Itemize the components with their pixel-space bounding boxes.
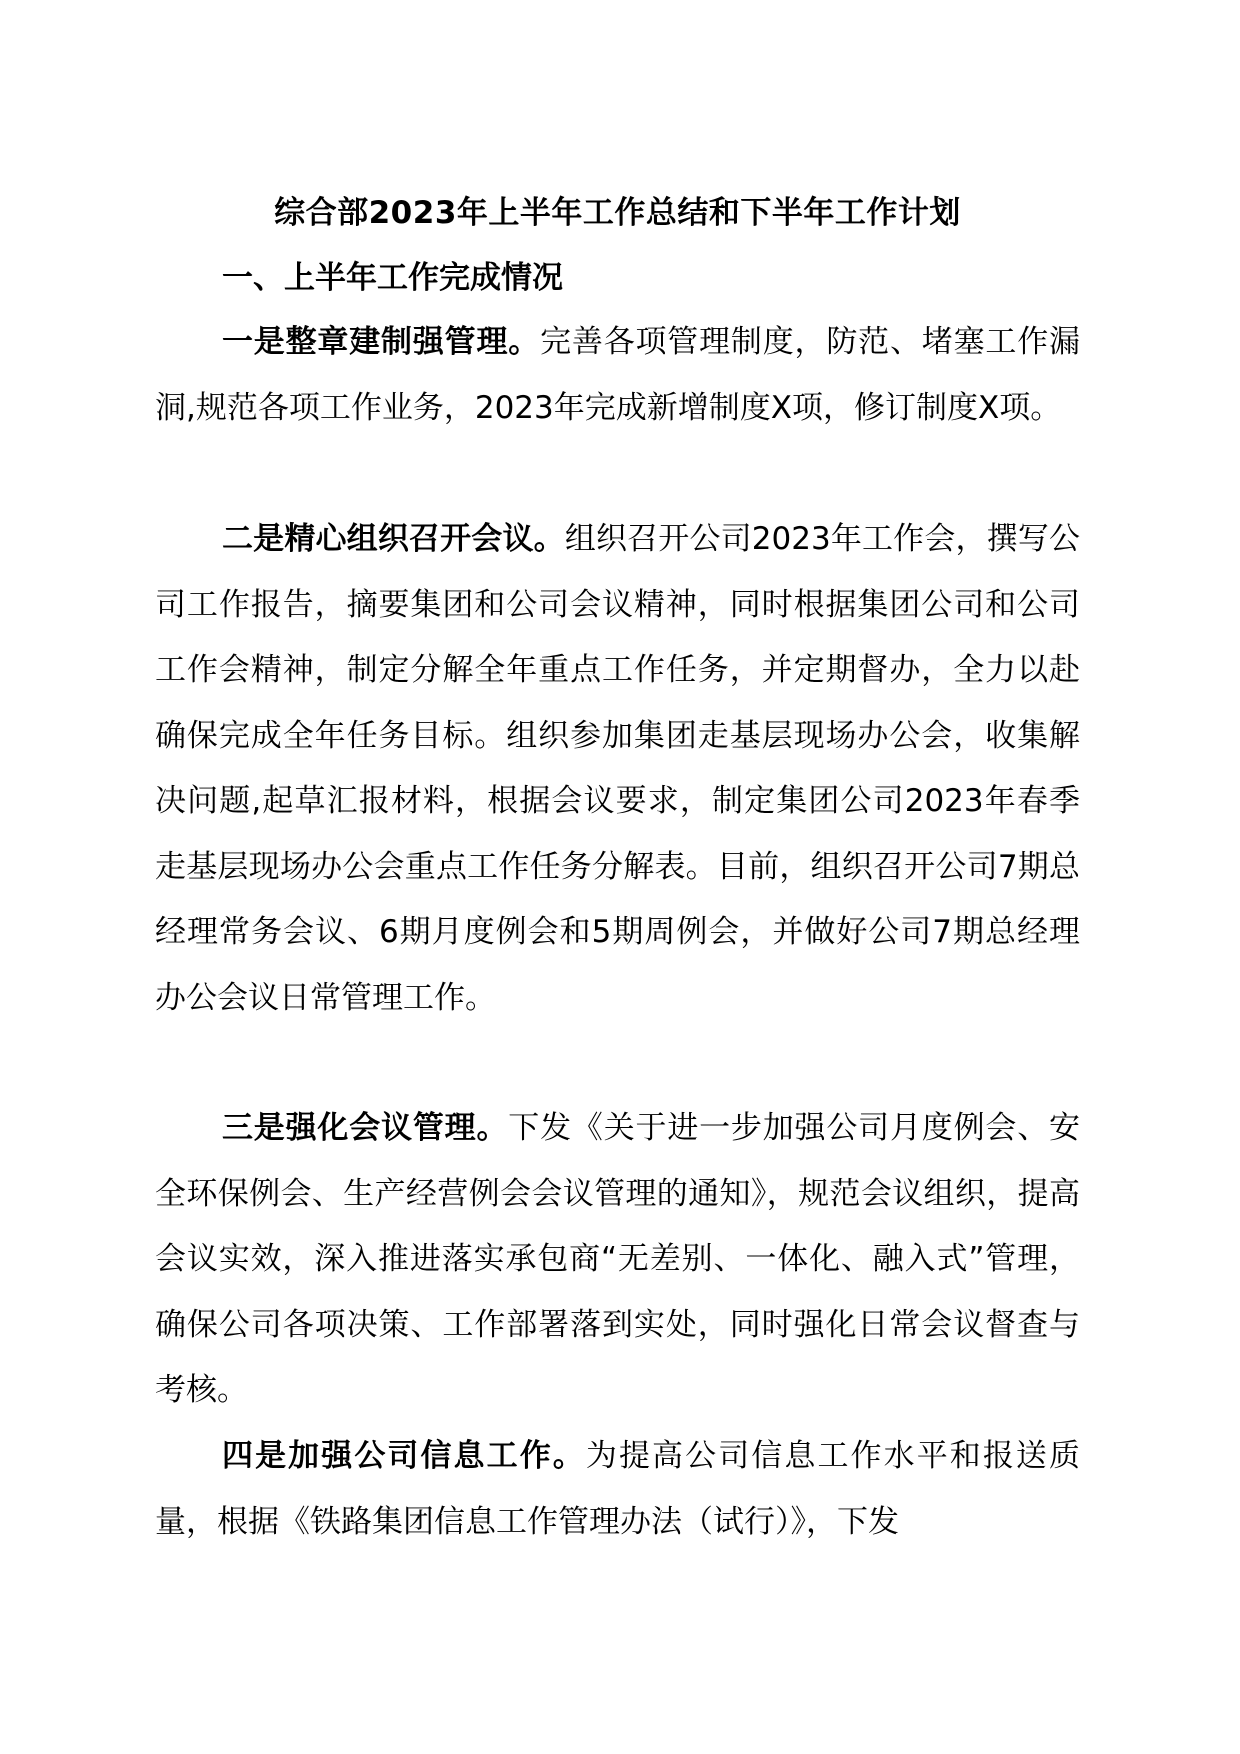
- paragraph-lead: 四是加强公司信息工作。: [222, 1438, 586, 1474]
- paragraph-lead: 一是整章建制强管理。: [222, 324, 541, 360]
- section-heading: 一、上半年工作完成情况: [222, 260, 563, 296]
- paragraph-lead: 三是强化会议管理。: [222, 1110, 509, 1146]
- document-title: 综合部2023年上半年工作总结和下半年工作计划: [274, 195, 961, 231]
- paragraph-meeting-management: [155, 1096, 1080, 1424]
- paragraph-body: 下发《关于进一步加强公司月度例会、安全环保例会、生产经营例会会议管理的通知》，规范会议组织，提高会议实效，深入推进落实承包商“无差别、一体化、融入式”管理，确保公司各项决策、工作部署落到实处，同时强化日常会议督查与考核。: [155, 1110, 1081, 1408]
- paragraph-meetings: [155, 507, 1080, 1031]
- paragraph-lead: 二是精心组织召开会议。: [222, 521, 565, 557]
- paragraph-body: 组织召开公司2023年工作会，撰写公司工作报告，摘要集团和公司会议精神，同时根据集团公司和公司工作会精神，制定分解全年重点工作任务，并定期督办，全力以赴确保完成全年任务目标。组织参加集团走基层现场办公会，收集解决问题,起草汇报材料，根据会议要求，制定集团公司2023年春季走基层现场办公会重点工作任务分解表。目前，组织召开公司7期总经理常务会议、6期月度例会和5期周例会，并做好公司7期总经理办公会议日常管理工作。: [155, 521, 1080, 1016]
- paragraph-body: 完善各项管理制度，防范、堵塞工作漏洞,规范各项工作业务，2023年完成新增制度X项，修订制度X项。: [155, 324, 1080, 426]
- paragraph-body: 为提高公司信息工作水平和报送质量，根据《铁路集团信息工作管理办法（试行）》，下发: [155, 1438, 1081, 1540]
- paragraph-information-work: [155, 1424, 1080, 1555]
- paragraph-regulations: [155, 310, 1080, 441]
